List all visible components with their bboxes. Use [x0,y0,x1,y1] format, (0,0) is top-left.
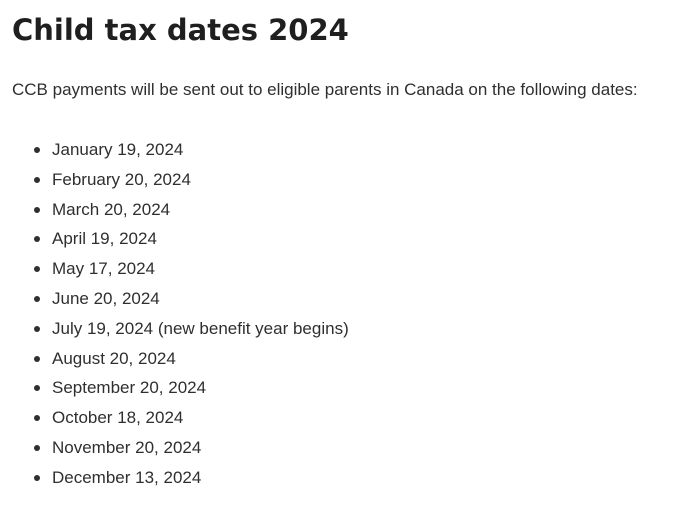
list-item [0,286,349,316]
payment-date: August 20, 2024 [52,348,176,368]
list-item [0,137,349,167]
list-item [0,167,349,197]
list-item [0,226,349,256]
payment-date: November 20, 2024 [52,437,202,457]
list-item [0,375,349,405]
payment-dates-list [0,137,349,495]
bullet-icon [34,445,40,451]
bullet-icon [34,296,40,302]
bullet-icon [34,266,40,272]
bullet-icon [34,177,40,183]
bullet-icon [34,385,40,391]
list-item [0,346,349,376]
page-title: Child tax dates 2024 [12,13,349,47]
bullet-icon [34,356,40,362]
payment-date: July 19, 2024 (new benefit year begins) [52,318,349,338]
list-item [0,256,349,286]
payment-date: May 17, 2024 [52,259,156,279]
payment-date: June 20, 2024 [52,288,160,308]
bullet-icon [34,236,40,242]
bullet-icon [34,207,40,213]
list-item [0,465,349,495]
bullet-icon [34,415,40,421]
payment-date: September 20, 2024 [52,378,207,398]
bullet-icon [34,475,40,481]
list-item [0,197,349,227]
intro-paragraph: CCB payments will be sent out to eligible parents in Canada on the following dates: [12,80,638,99]
list-item [0,405,349,435]
payment-date: March 20, 2024 [52,199,171,219]
list-item [0,316,349,346]
bullet-icon [34,326,40,332]
payment-date: December 13, 2024 [52,467,202,487]
payment-date: February 20, 2024 [52,169,191,189]
payment-date: January 19, 2024 [52,140,184,159]
payment-date: April 19, 2024 [52,229,157,249]
list-item [0,435,349,465]
bullet-icon [34,147,40,153]
payment-date: October 18, 2024 [52,408,184,428]
